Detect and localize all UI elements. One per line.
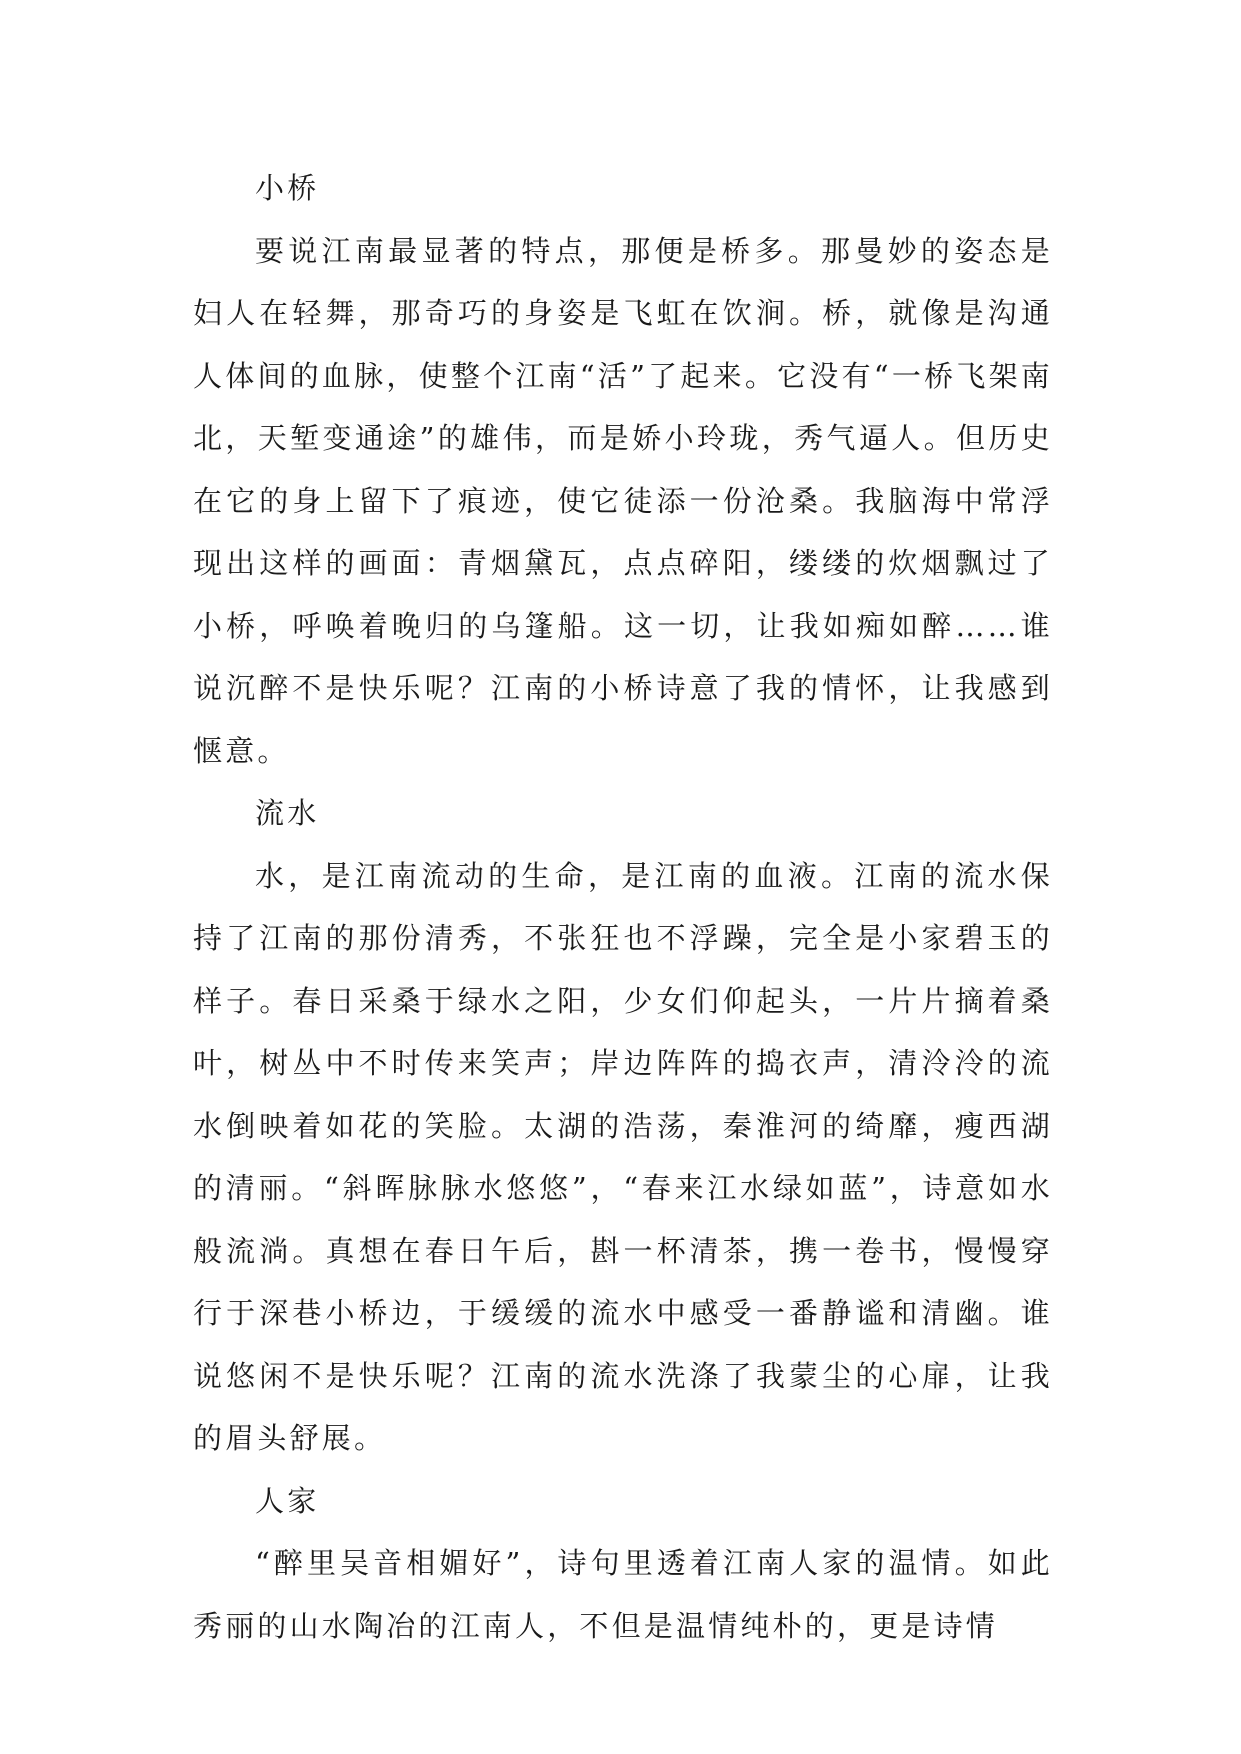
section-paragraph-bridge: 要说江南最显著的特点，那便是桥多。那曼妙的姿态是妇人在轻舞，那奇巧的身姿是飞虹在饮涧。桥，就像是沟通人体间的血脉，使整个江南“活”了起来。它没有“一桥飞架南北，天堑变通途”的雄伟，而是娇小玲珑，秀气逼人。但历史在它的身上留下了痕迹，使它徒添一份沧桑。我脑海中常浮现出这样的画面：青烟黛瓦，点点碎阳，缕缕的炊烟飘过了小桥，呼唤着晚归的乌篷船。这一切，让我如痴如醉……谁说沉醉不是快乐呢？江南的小桥诗意了我的情怀，让我感到惬意。: [193, 233, 1054, 768]
section-heading-bridge: 小桥: [255, 171, 320, 205]
section-heading-water: 流水: [255, 796, 320, 830]
section-paragraph-households: “醉里吴音相媚好”，诗句里透着江南人家的温情。如此秀丽的山水陶冶的江南人，不但是温情纯朴的，更是诗情: [193, 1546, 1053, 1643]
section-paragraph-water: 水，是江南流动的生命，是江南的血液。江南的流水保持了江南的那份清秀，不张狂也不浮躁，完全是小家碧玉的样子。春日采桑于绿水之阳，少女们仰起头，一片片摘着桑叶，树丛中不时传来笑声；岸边阵阵的捣衣声，清泠泠的流水倒映着如花的笑脸。太湖的浩荡，秦淮河的绮靡，瘦西湖的清丽。“斜晖脉脉水悠悠”，“春来江水绿如蓝”，诗意如水般流淌。真想在春日午后，斟一杯清茶，携一卷书，慢慢穿行于深巷小桥边，于缓缓的流水中感受一番静谧和清幽。谁说悠闲不是快乐呢？江南的流水洗涤了我蒙尘的心扉，让我的眉头舒展。: [193, 858, 1053, 1455]
section-heading-households: 人家: [255, 1483, 320, 1518]
article-body: [193, 157, 1053, 1657]
